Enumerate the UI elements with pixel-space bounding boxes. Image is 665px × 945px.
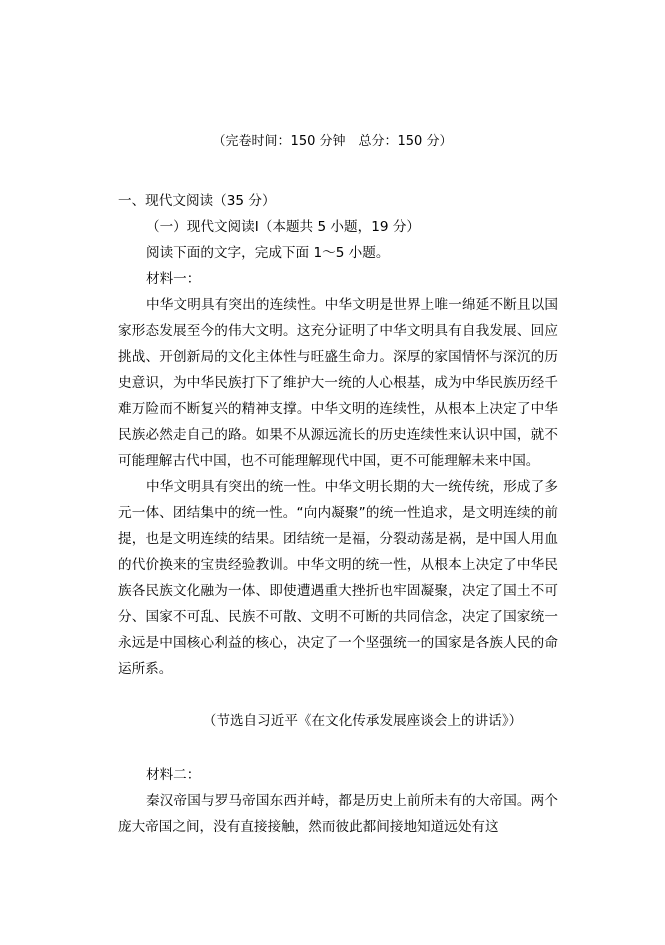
section-title: 一、现代文阅读（35 分） [118,193,276,209]
material2-paragraph-1: 秦汉帝国与罗马帝国东西并峙，都是历史上前所未有的大帝国。两个庞大帝国之间，没有直接接触，然而彼此都间接地知道远处有这 [118,793,558,835]
material1-paragraph-2: 中华文明具有突出的统一性。中华文明长期的大一统传统，形成了多元一体、团结集中的统一性。“向内凝聚”的统一性追求，是文明连续的前提，也是文明连续的结果。团结统一是福，分裂动荡是祸，是中国人用血的代价换来的宝贵经验教训。中华文明的统一性，从根本上决定了中华民族各民族文化融为一体、即使遭遇重大挫折也牢固凝聚，决定了国土不可分、国家不可乱、民族不可散、文明不可断的共同信念，决定了国家统一永远是中国核心利益的核心，决定了一个坚强统一的国家是各族人民的命运所系。 [118,479,558,677]
section-reading [118,188,558,682]
exam-timing: （完卷时间：150 分钟 总分：150 分） [212,134,453,149]
material2-label: 材料二： [146,767,201,783]
material1-source: （节选自习近平《在文化传承发展座谈会上的讲话》） [202,713,523,729]
material1-label: 材料一： [146,271,201,287]
material2 [118,762,558,840]
material1-paragraph-1: 中华文明具有突出的连续性。中华文明是世界上唯一绵延不断且以国家形态发展至今的伟大文明。这充分证明了中华文明具有自我发展、回应挑战、开创新局的文化主体性与旺盛生命力。深厚的家国情怀与深沉的历史意识，为中华民族打下了维护大一统的人心根基，成为中华民族历经千难万险而不断复兴的精神支撑。中华文明的连续性，从根本上决定了中华民族必然走自己的路。如果不从源远流长的历史连续性来认识中国，就不可能理解古代中国，也不可能理解现代中国，更不可能理解未来中国。 [118,297,558,469]
instruction: 阅读下面的文字，完成下面 1～5 小题。 [146,245,390,261]
section-subtitle: （一）现代文阅读Ⅰ（本题共 5 小题，19 分） [146,219,421,235]
